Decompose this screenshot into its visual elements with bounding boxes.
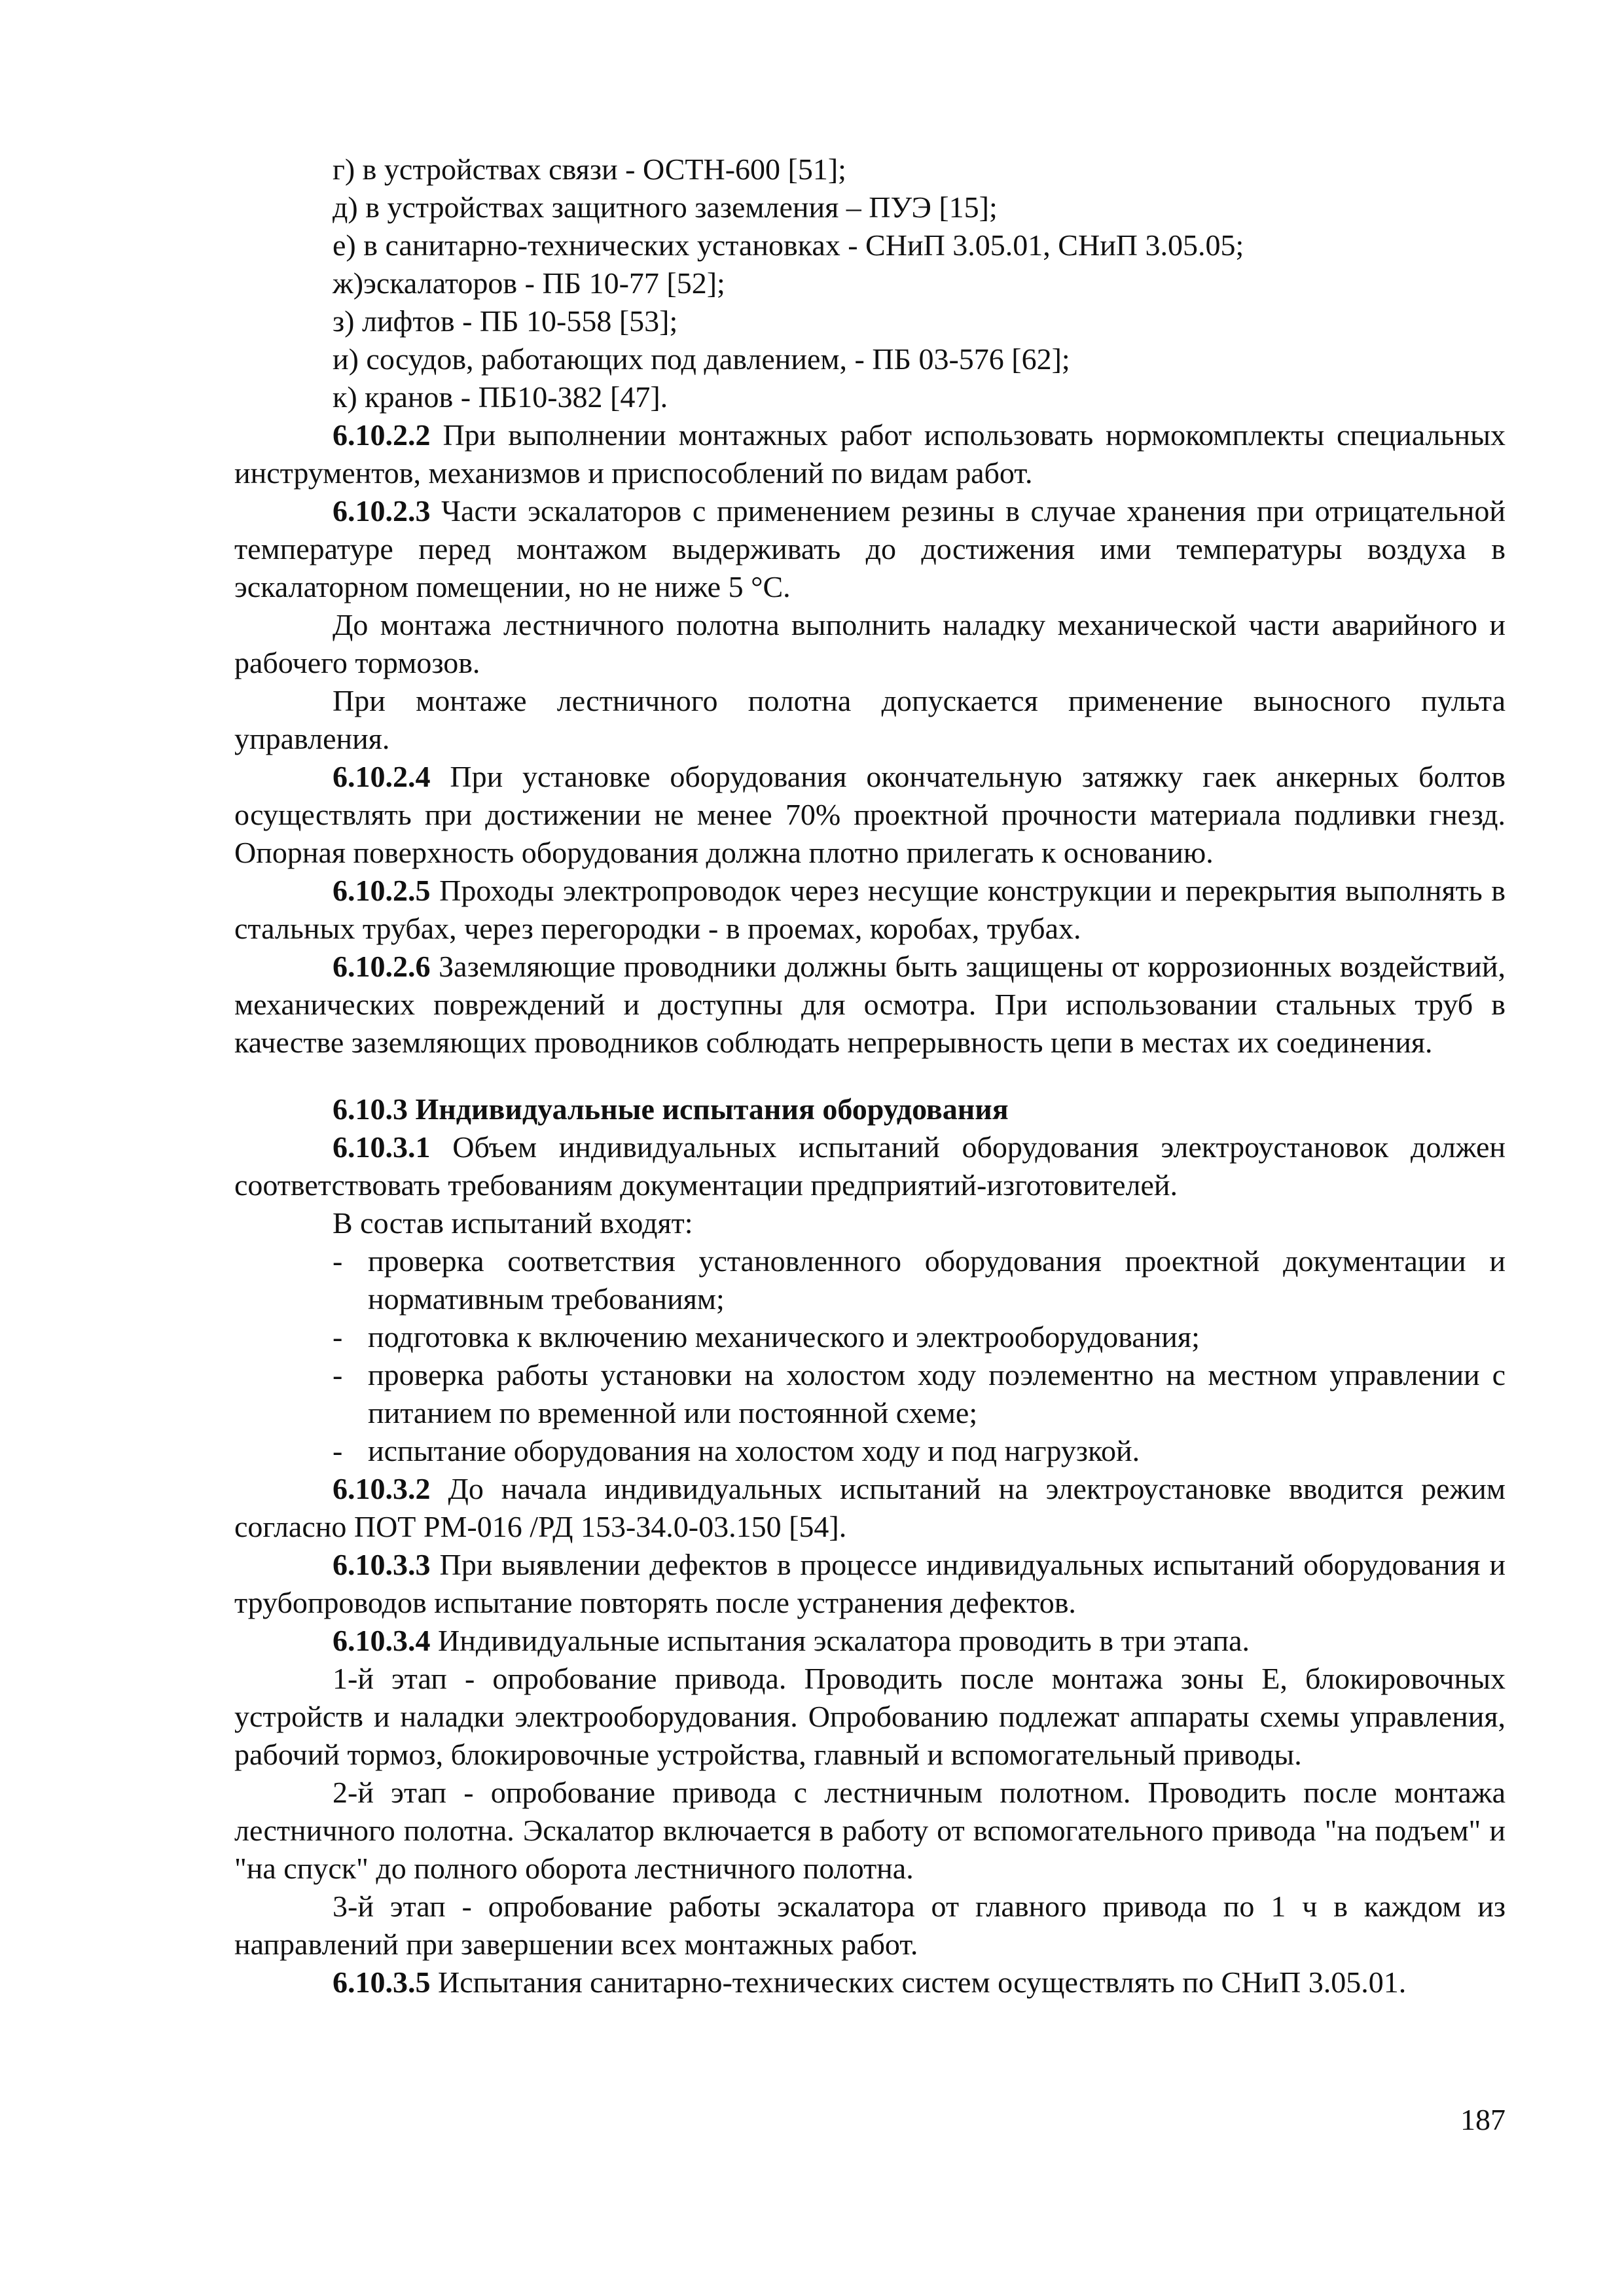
dash-bullet: -: [333, 1244, 343, 1278]
list-item-k: к) кранов - ПБ10-382 [47].: [333, 380, 668, 414]
clause-text: Испытания санитарно-технических систем осуществлять по СНиП 3.05.01.: [438, 1965, 1407, 1999]
list-item: [234, 1356, 1506, 1432]
dash-bullet: -: [333, 1358, 343, 1391]
clause-number: 6.10.3.5: [333, 1965, 431, 1999]
clause-number: 6.10.3.3: [333, 1548, 431, 1581]
clause-text: Проходы электропроводок через несущие конструкции и перекрытия выполнять в стальных трубах, через перегородки - в проемах, коробах, трубах.: [234, 874, 1506, 945]
clause-text: Заземляющие проводники должны быть защищены от коррозионных воздействий, механических повреждений и доступны для осмотра. При использовании стальных труб в качестве заземляющих проводников соблюдать непрерывность цепи в местах их соединения.: [234, 950, 1506, 1059]
list-item: [234, 1432, 1506, 1470]
page-number: 187: [1460, 2103, 1506, 2136]
section-heading: 6.10.3 Индивидуальные испытания оборудования: [333, 1092, 1009, 1126]
list-item-i: и) сосудов, работающих под давлением, - ПБ 03-576 [62];: [333, 342, 1070, 376]
list-item-zh: ж)эскалаторов - ПБ 10-77 [52];: [333, 266, 725, 300]
paragraph-brake-adjustment: До монтажа лестничного полотна выполнить наладку механической части аварийного и рабочего тормозов.: [234, 608, 1506, 679]
clause-text: Части эскалаторов с применением резины в случае хранения при отрицательной температуре перед монтажом выдерживать до достижения ими температуры воздуха в эскалаторном помещении, но не ниже 5 °С.: [234, 494, 1506, 603]
list-item: [234, 1318, 1506, 1356]
paragraph-stage-1: 1-й этап - опробование привода. Проводить после монтажа зоны Е, блокировочных устройств и наладки электрооборудования. Опробованию подлежат аппараты схемы управления, рабочий тормоз, блокировочные устройства, главный и вспомогательный приводы.: [234, 1662, 1506, 1771]
clause-number: 6.10.2.2: [333, 418, 431, 452]
paragraph-6-10-2-6: [234, 948, 1506, 1062]
list-item: [234, 1242, 1506, 1318]
clause-text: При выявлении дефектов в процессе индивидуальных испытаний оборудования и трубопроводов испытание повторять после устранения дефектов.: [234, 1548, 1506, 1619]
paragraph-stage-2: 2-й этап - опробование привода с лестничным полотном. Проводить после монтажа лестничного полотна. Эскалатор включается в работу от вспомогательного привода "на подъем" и "на спуск" до полного оборота лестничного полотна.: [234, 1776, 1506, 1885]
clause-number: 6.10.2.6: [333, 950, 431, 983]
paragraph-6-10-2-4: [234, 758, 1506, 872]
paragraph-6-10-3-2: [234, 1470, 1506, 1546]
paragraph-6-10-3-5: [234, 1964, 1506, 2001]
clause-text: При установке оборудования окончательную затяжку гаек анкерных болтов осуществлять при достижении не менее 70% проектной прочности материала подливки гнезд. Опорная поверхность оборудования должна плотно прилегать к основанию.: [234, 760, 1506, 869]
list-item-text: проверка соответствия установленного оборудования проектной документации и нормативным требованиям;: [368, 1244, 1506, 1316]
list-item-d: д) в устройствах защитного заземления – ПУЭ [15];: [333, 190, 998, 224]
list-item-z: з) лифтов - ПБ 10-558 [53];: [333, 304, 678, 338]
list-item-text: проверка работы установки на холостом ходу поэлементно на местном управлении с питанием по временной или постоянной схеме;: [368, 1358, 1506, 1429]
clause-text: Объем индивидуальных испытаний оборудования электроустановок должен соответствовать требованиям документации предприятий-изготовителей.: [234, 1130, 1506, 1202]
clause-text: Индивидуальные испытания эскалатора проводить в три этапа.: [438, 1624, 1250, 1657]
page-body: [234, 151, 1506, 2001]
dash-bullet: -: [333, 1320, 343, 1354]
clause-text: До начала индивидуальных испытаний на электроустановке вводится режим согласно ПОТ РМ-016 /РД 153-34.0-03.150 [54].: [234, 1472, 1506, 1543]
list-item-text: подготовка к включению механического и электрооборудования;: [368, 1320, 1200, 1354]
list-item-g: г) в устройствах связи - ОСТН-600 [51];: [333, 152, 846, 186]
paragraph-6-10-3-1: [234, 1128, 1506, 1204]
clause-number: 6.10.3.2: [333, 1472, 431, 1505]
paragraph-remote-console: При монтаже лестничного полотна допускается применение выносного пульта управления.: [234, 684, 1506, 755]
dash-bullet: -: [333, 1434, 343, 1467]
paragraph-stage-3: 3-й этап - опробование работы эскалатора от главного привода по 1 ч в каждом из направлений при завершении всех монтажных работ.: [234, 1890, 1506, 1961]
paragraph-tests-include: В состав испытаний входят:: [333, 1206, 693, 1240]
list-item-text: испытание оборудования на холостом ходу и под нагрузкой.: [368, 1434, 1140, 1467]
paragraph-6-10-2-2: [234, 416, 1506, 492]
clause-text: При выполнении монтажных работ использовать нормокомплекты специальных инструментов, механизмов и приспособлений по видам работ.: [234, 418, 1506, 490]
paragraph-6-10-2-3: [234, 492, 1506, 606]
clause-number: 6.10.2.5: [333, 874, 431, 907]
paragraph-6-10-2-5: [234, 872, 1506, 948]
clause-number: 6.10.3.4: [333, 1624, 431, 1657]
clause-number: 6.10.2.3: [333, 494, 431, 528]
paragraph-6-10-3-4: [234, 1622, 1506, 1660]
clause-number: 6.10.3.1: [333, 1130, 431, 1164]
list-item-e: е) в санитарно-технических установках - СНиП 3.05.01, СНиП 3.05.05;: [333, 228, 1244, 262]
clause-number: 6.10.2.4: [333, 760, 431, 793]
paragraph-6-10-3-3: [234, 1546, 1506, 1622]
